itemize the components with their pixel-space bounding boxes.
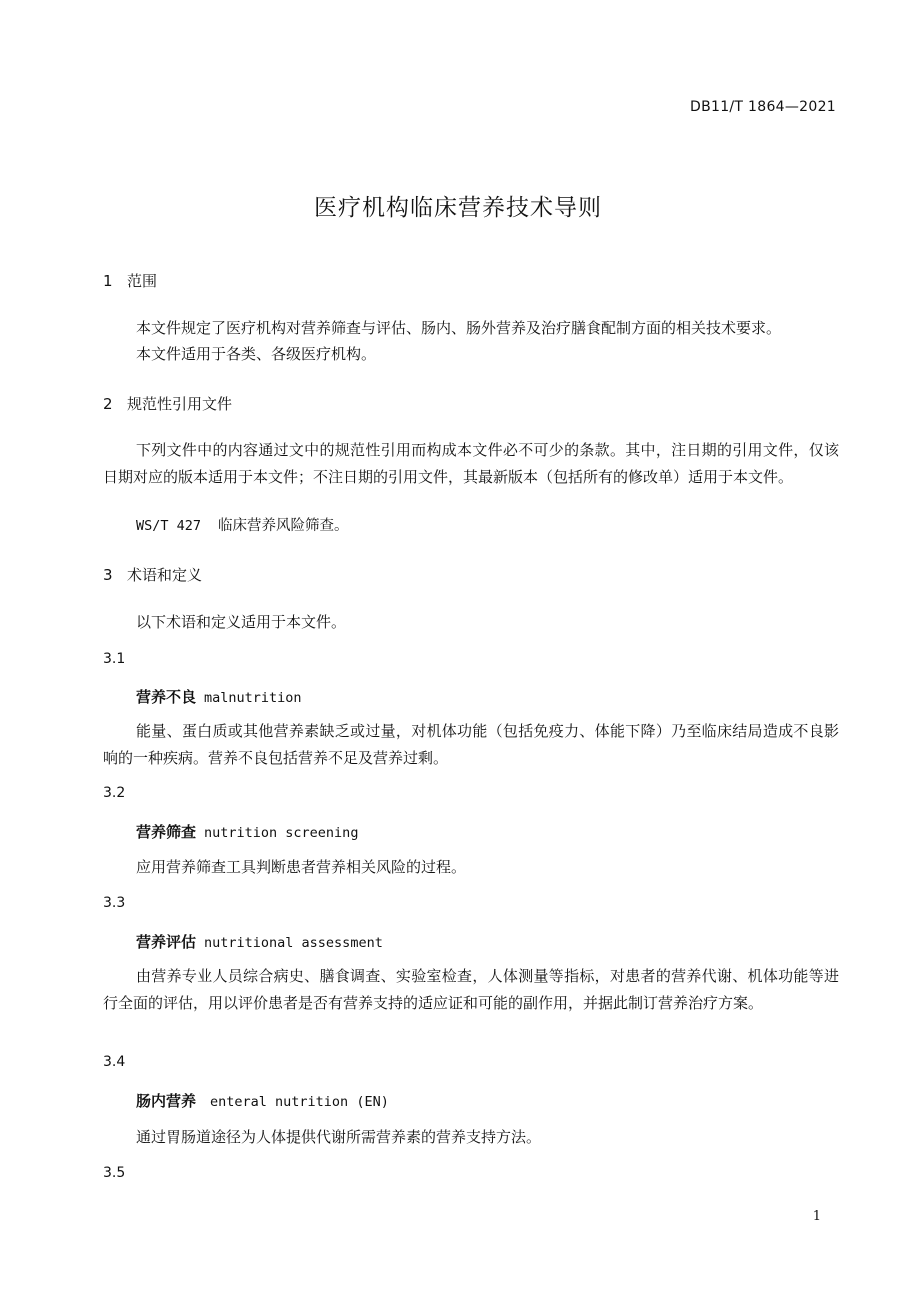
normative-reference xyxy=(136,514,349,535)
reference-title: 临床营养风险筛查。 xyxy=(218,518,349,534)
term-chinese: 营养不良 xyxy=(136,688,197,706)
page-number: 1 xyxy=(812,1209,821,1224)
term-chinese: 营养评估 xyxy=(136,933,197,951)
term-3-3-definition: 由营养专业人员综合病史、膳食调查、实验室检查，人体测量等指标，对患者的营养代谢、机体功能等进行全面的评估，用以评价患者是否有营养支持的适应证和可能的副作用，并据此制订营养治疗方案。 xyxy=(103,967,839,1012)
section-title: 规范性引用文件 xyxy=(127,395,233,413)
section-title: 范围 xyxy=(127,272,158,290)
clause-3-4-number: 3.4 xyxy=(103,1054,126,1070)
section-number: 2 xyxy=(103,395,113,413)
section-2-heading xyxy=(103,393,232,414)
standard-code: DB11/T 1864—2021 xyxy=(690,99,836,115)
section-number: 1 xyxy=(103,272,113,290)
section-1-paragraph-2: 本文件适用于各类、各级医疗机构。 xyxy=(136,345,377,363)
term-3-1 xyxy=(136,686,302,707)
term-3-4 xyxy=(136,1090,389,1111)
section-3-heading xyxy=(103,564,202,585)
term-english: nutrition screening xyxy=(204,825,359,841)
clause-3-5-number: 3.5 xyxy=(103,1165,126,1181)
section-3-paragraph-1: 以下术语和定义适用于本文件。 xyxy=(136,613,347,631)
section-2-paragraph-1: 下列文件中的内容通过文中的规范性引用而构成本文件必不可少的条款。其中，注日期的引用文件，仅该日期对应的版本适用于本文件；不注日期的引用文件，其最新版本（包括所有的修改单）适用于本文件。 xyxy=(103,441,839,486)
clause-3-1-number: 3.1 xyxy=(103,651,126,667)
clause-3-2-number: 3.2 xyxy=(103,785,126,801)
term-english: nutritional assessment xyxy=(204,935,383,951)
term-3-1-definition: 能量、蛋白质或其他营养素缺乏或过量，对机体功能（包括免疫力、体能下降）乃至临床结局造成不良影响的一种疾病。营养不良包括营养不足及营养过剩。 xyxy=(103,722,839,767)
term-3-3 xyxy=(136,931,383,952)
clause-3-3-number: 3.3 xyxy=(103,895,126,911)
section-title: 术语和定义 xyxy=(127,566,203,584)
term-3-2 xyxy=(136,821,358,842)
term-chinese: 肠内营养 xyxy=(136,1092,197,1110)
section-1-paragraph-1: 本文件规定了医疗机构对营养筛查与评估、肠内、肠外营养及治疗膳食配制方面的相关技术要求。 xyxy=(136,319,782,337)
section-1-heading xyxy=(103,270,157,291)
term-3-2-definition: 应用营养筛查工具判断患者营养相关风险的过程。 xyxy=(136,858,467,876)
reference-code: WS/T 427 xyxy=(136,518,202,534)
term-3-4-definition: 通过胃肠道途径为人体提供代谢所需营养素的营养支持方法。 xyxy=(136,1128,542,1146)
term-english: enteral nutrition (EN) xyxy=(210,1094,389,1110)
term-english: malnutrition xyxy=(204,690,302,706)
section-number: 3 xyxy=(103,566,113,584)
document-title: 医疗机构临床营养技术导则 xyxy=(314,195,602,221)
term-chinese: 营养筛查 xyxy=(136,823,197,841)
